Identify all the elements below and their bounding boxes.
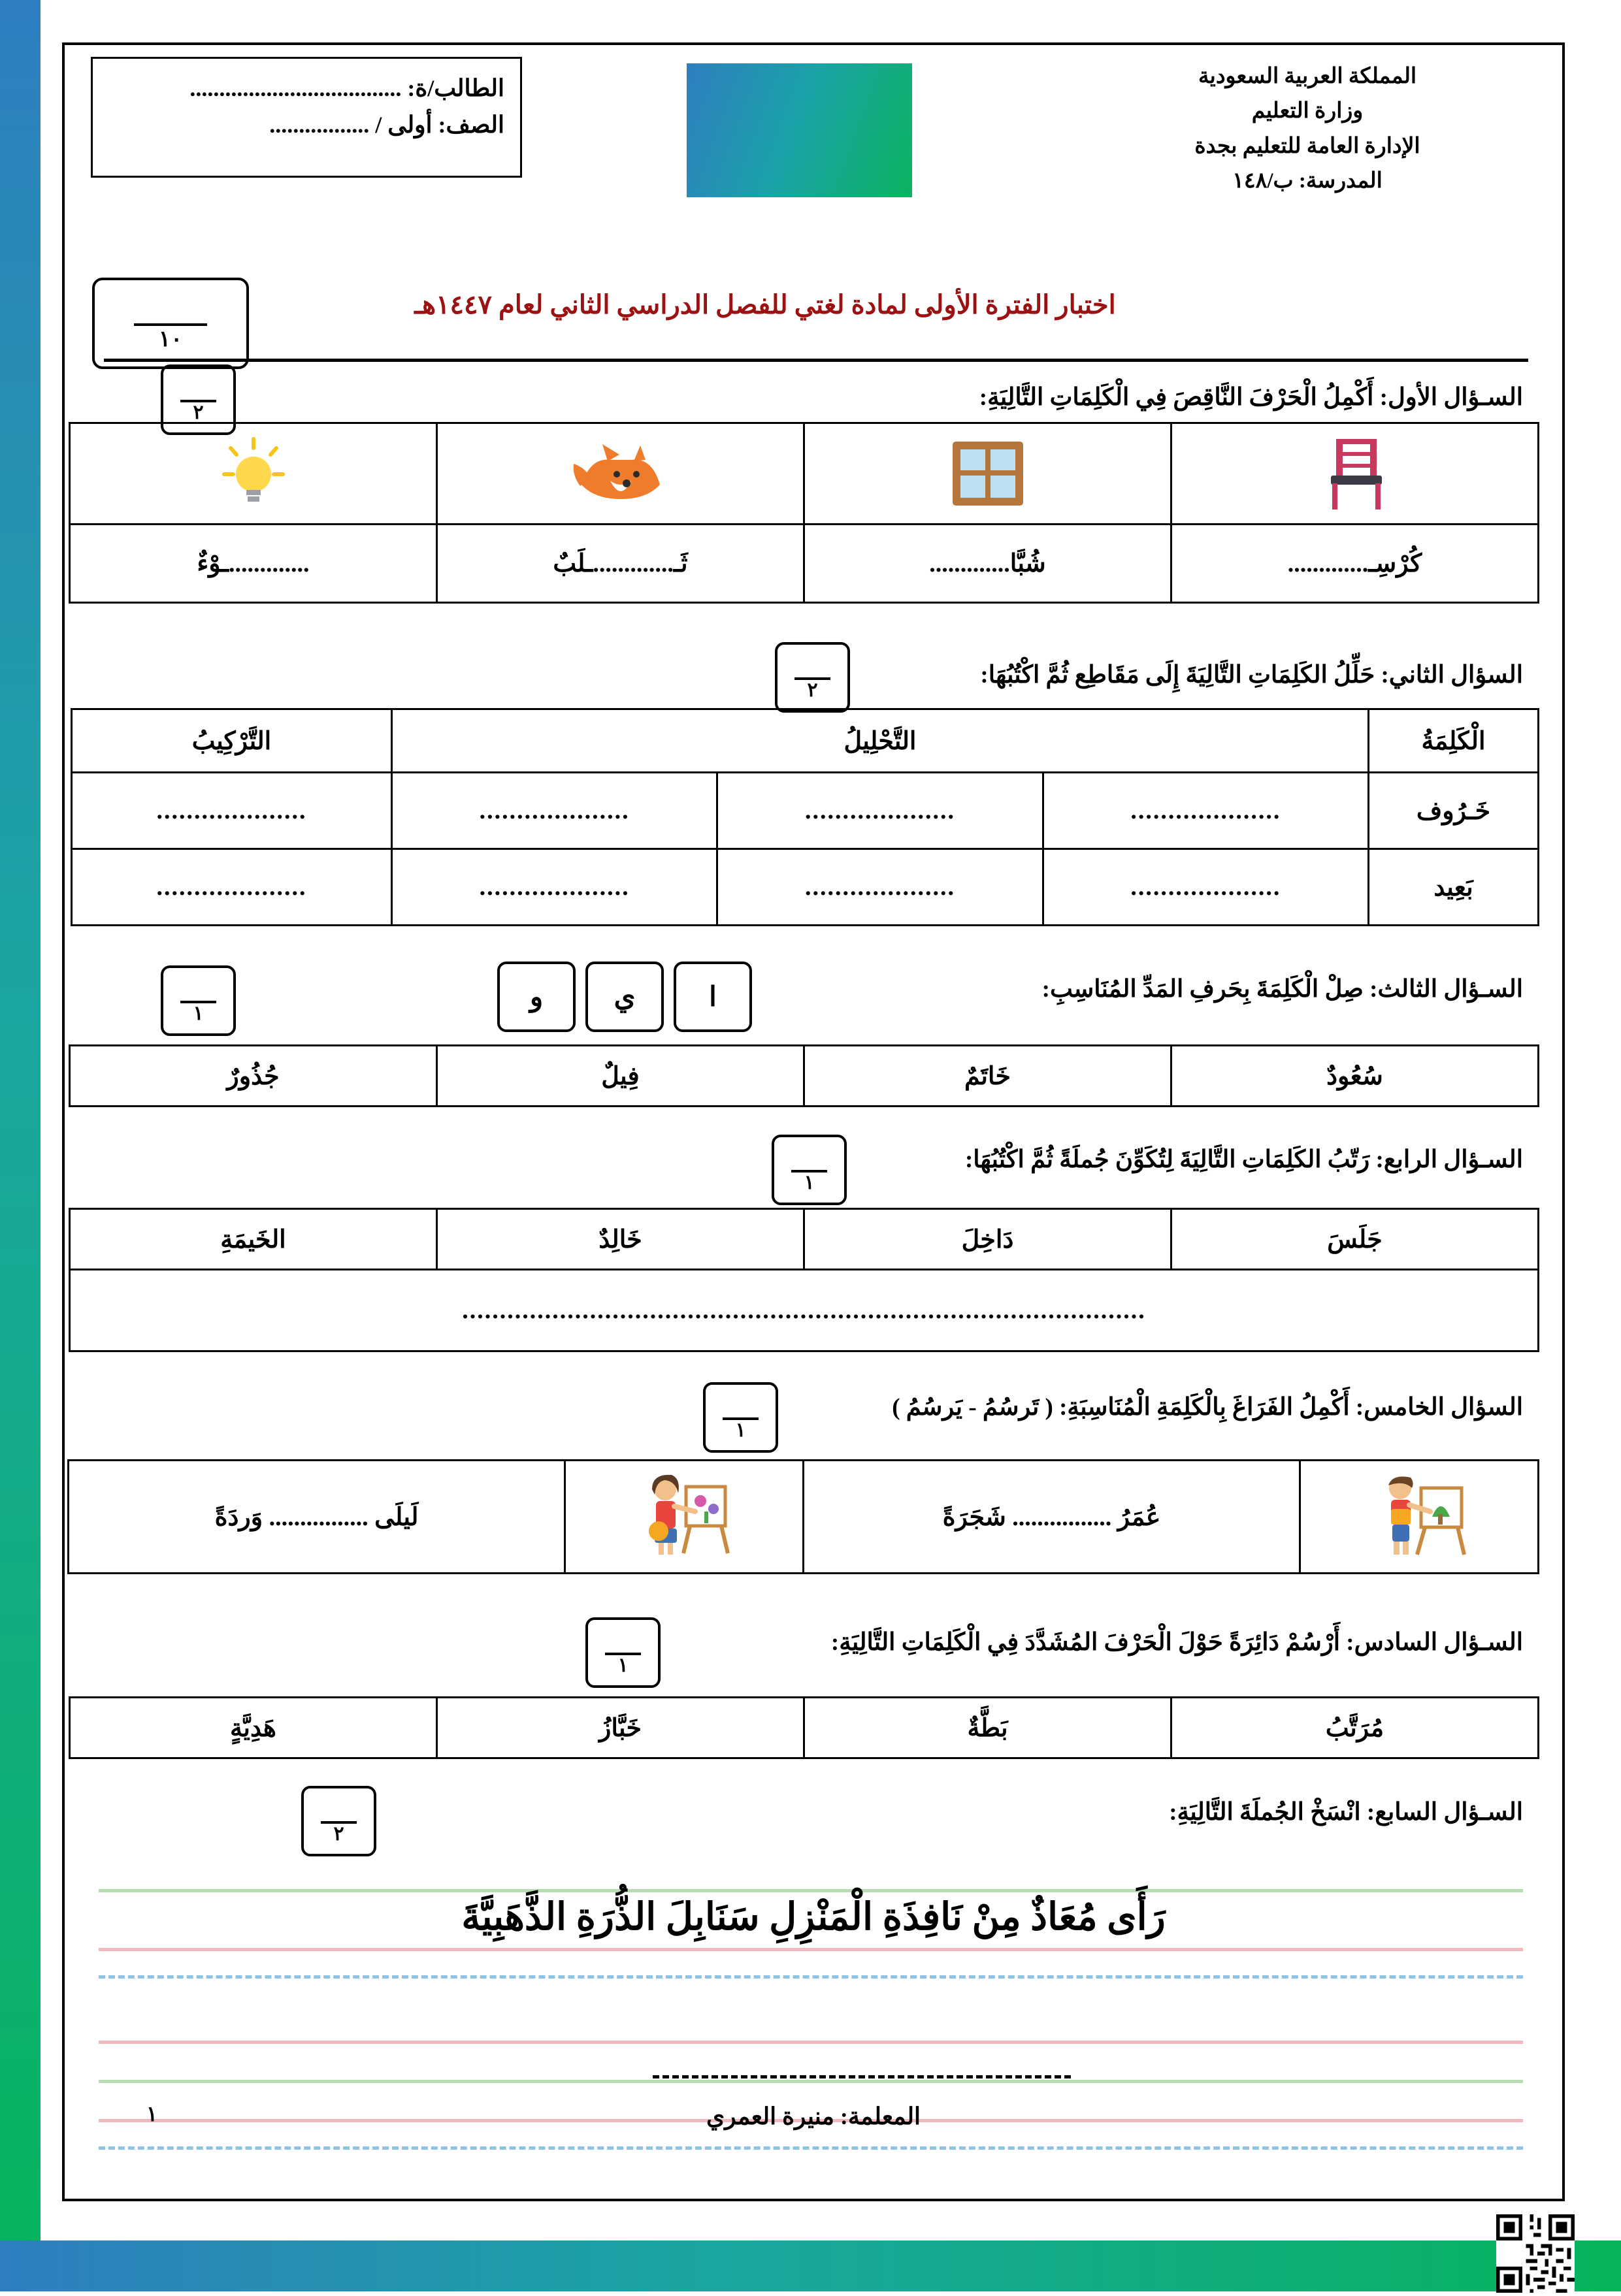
student-name-dots: .................................... [189,75,402,101]
class-label: الصف: أولى / [375,111,504,138]
table-row [70,1046,1539,1107]
table-row [70,1209,1539,1270]
question-7 [65,1779,1562,1938]
question-4-word-3[interactable]: خَالِدٌ [437,1209,804,1270]
question-5-sentence-1[interactable]: عُمَرُ ................ شَجَرَةً [804,1461,1300,1574]
question-1-table [69,422,1539,604]
header-separator [104,359,1528,362]
question-2 [65,646,1562,901]
question-3-table [69,1044,1539,1107]
exam-title: اختبار الفترة الأولى لمادة لغتي للفصل الدراسي الثاني لعام ١٤٤٧هـ [414,290,1116,319]
question-6-mark-value: ١ [617,1655,629,1676]
analysis-cell[interactable]: .................... [717,773,1043,849]
question-2-header [65,646,1562,706]
cell-image-chair [1171,423,1539,525]
question-4-header [65,1129,1562,1193]
question-4-mark-box[interactable] [772,1135,847,1205]
student-name-label: الطالب/ة: [407,75,504,101]
bottom-gradient-bar [0,2240,1621,2291]
question-7-mark-value: ٢ [333,1823,344,1845]
question-1 [65,368,1562,577]
question-2-table [71,708,1539,926]
question-4-word-4[interactable]: الخَيمَةِ [70,1209,437,1270]
ruled-line-dashed [99,2146,1523,2150]
question-1-word-2[interactable]: شُبَّا............. [804,525,1171,603]
question-2-text: السؤال الثاني: حَلِّلُ الكَلِمَاتِ التَّالِيَةَ إِلَى مَقَاطِع ثُمَّ اكْتُبُهَا: [980,662,1523,688]
table-row [70,1698,1539,1758]
question-5-text: السؤال الخامس: أَكْمِلُ الفَرَاغَ بِالْكَلِمَةِ الْمُنَاسِبَةِ: ( تَرسُمُ - يَرسُمُ ) [892,1394,1523,1421]
table-row [69,1461,1539,1574]
question-6-word-3[interactable]: خَبَّازُ [437,1698,804,1758]
question-4-word-2[interactable]: دَاخِلَ [804,1209,1171,1270]
chair-image [1173,425,1537,523]
cell-image-fox [437,423,804,525]
question-5-header [65,1374,1562,1441]
question-5-table [67,1459,1539,1574]
question-6-table [69,1696,1539,1759]
question-4-text: السـؤال الرابع: رَتّبُ الكَلِمَاتِ التَّالِيَةَ لِتُكَوِّنَ جُملَةً ثُمَّ اكْتُبُهَا: [964,1146,1523,1173]
analysis-cell[interactable]: .................... [1043,849,1368,926]
student-name-field[interactable] [108,71,504,107]
ministry-line-2: وزارة التعليم [1251,99,1364,123]
ruled-line-dashed [99,1975,1523,1979]
table-row [72,773,1539,849]
question-7-text: السـؤال السابع: انْسَخْ الجُملَةَ التَّالِيَةِ: [1169,1799,1523,1826]
fox-image [438,438,802,509]
question-5-sentence-2[interactable]: لَيلَى ................ وَردَةً [69,1461,565,1574]
question-4-word-1[interactable]: جَلَسَ [1171,1209,1539,1270]
question-4 [65,1129,1562,1324]
table-row-words [70,525,1539,603]
question-3-mark-value: ١ [193,1003,204,1024]
question-3-word-2[interactable]: خَاتَمٌ [804,1046,1171,1107]
ministry-line-1: المملكة العربية السعودية [1198,65,1417,88]
exam-sheet [62,42,1565,2201]
page-number: ١ [146,2102,157,2126]
question-3 [65,956,1562,1090]
table-row-images [70,423,1539,525]
ministry-logo-image [687,63,912,197]
question-7-mark-box[interactable] [301,1786,376,1856]
question-3-text: السـؤال الثالث: صِلْ الْكَلِمَةَ بِحَرفِ المَدِّ المُنَاسِبِ: [1041,976,1523,1003]
question-3-header [65,956,1562,1024]
cell-image-boy-painting [1300,1461,1539,1574]
question-1-header [65,368,1562,428]
question-3-mark-box[interactable] [161,965,236,1036]
option-letter-waw[interactable]: و [497,962,576,1032]
teacher-name: المعلمة: منيرة العمري [706,2103,921,2129]
question-3-word-4[interactable]: جُذُورٌ [70,1046,437,1107]
question-6-text: السـؤال السادس: أَرْسُمْ دَائِرَةً حَوْلَ الْحَرْفَ المُشَدَّدَ فِي الْكَلِمَاتِ التَّالِيَةِ: [830,1629,1523,1656]
question-1-text: السـؤال الأول: أَكْمِلُ الْحَرْفَ النَّاقِصَ فِي الْكَلِمَاتِ التَّالِيَةِ: [979,384,1523,411]
header-analysis: التَّحْلِيلُ [392,709,1369,773]
qr-code-image [1496,2214,1575,2293]
question-4-answer-line[interactable]: ........................................................................................... [70,1270,1539,1351]
cell-image-window [804,423,1171,525]
question-6-word-1[interactable]: مُرَتَّبُ [1171,1698,1539,1758]
question-6-header [65,1609,1562,1676]
option-letter-alef[interactable]: ا [674,962,752,1032]
question-6-word-4[interactable]: هَدِيَّةٍ [70,1698,437,1758]
title-row [65,275,1562,360]
ruled-line-green [99,2080,1523,2083]
total-score-box[interactable] [92,278,249,369]
header-word: الْكَلِمَةُ [1369,709,1539,773]
question-4-table [69,1208,1539,1352]
signature-line [653,2075,1071,2078]
table-header-row [72,709,1539,773]
question-6-word-2[interactable]: بَطَّةٌ [804,1698,1171,1758]
left-gradient-bar [0,0,41,2291]
girl-painting-image [566,1471,802,1562]
question-1-mark-value: ٢ [193,402,204,423]
ruled-line-green [99,1889,1523,1892]
header-synthesis: التَّرْكِيبُ [72,709,392,773]
cell-image-girl-painting [565,1461,804,1574]
cell-image-lightbulb [70,423,437,525]
class-field[interactable] [108,107,504,144]
class-dots: ................. [269,111,370,138]
question-1-word-1[interactable]: كُرْسِـ............. [1171,525,1539,603]
total-score-value: ١٠ [158,327,183,351]
question-5 [65,1374,1562,1531]
table-row [72,849,1539,926]
window-image [806,438,1170,509]
synthesis-cell[interactable]: .................... [72,849,392,926]
student-info-box [91,57,522,178]
question-2-word-2: بَعِيد [1369,849,1539,926]
analysis-cell[interactable]: .................... [717,849,1043,926]
boy-painting-image [1302,1462,1537,1572]
question-7-header [65,1779,1562,1845]
question-2-mark-box[interactable] [775,642,850,713]
ruled-line-pink [99,2041,1523,2044]
question-3-word-1[interactable]: سُعُودٌ [1171,1046,1539,1107]
question-6-mark-box[interactable] [585,1617,661,1688]
question-1-word-3[interactable]: ثَـ.............ـلَبٌ [437,525,804,603]
question-3-word-3[interactable]: فِيلٌ [437,1046,804,1107]
analysis-cell[interactable]: .................... [392,849,717,926]
question-7-model-sentence: رَأَى مُعَاذٌ مِنْ نَافِذَةِ الْمَنْزِلِ سَنَابِلَ الذُّرَةِ الذَّهَبِيَّةَ [461,1896,1166,1938]
option-letter-yaa[interactable]: ي [585,962,664,1032]
analysis-cell[interactable]: .................... [1043,773,1368,849]
ruled-line-pink [99,1948,1523,1951]
synthesis-cell[interactable]: .................... [72,773,392,849]
ministry-block [1079,59,1536,199]
question-2-mark-value: ٢ [807,679,818,701]
ministry-line-3: الإدارة العامة للتعليم بجدة [1194,134,1420,158]
lightbulb-image [71,435,435,512]
document-header [65,45,1562,215]
analysis-cell[interactable]: .................... [392,773,717,849]
question-2-word-1: خَـرُوف [1369,773,1539,849]
ministry-line-4: المدرسة: ب/١٤٨ [1232,169,1383,193]
question-5-mark-box[interactable] [703,1382,778,1453]
question-1-word-4[interactable]: .............ـوْءٌ [70,525,437,603]
question-5-mark-value: ١ [735,1419,746,1441]
question-4-mark-value: ١ [804,1172,815,1193]
table-row-answer [70,1270,1539,1351]
question-6 [65,1609,1562,1742]
